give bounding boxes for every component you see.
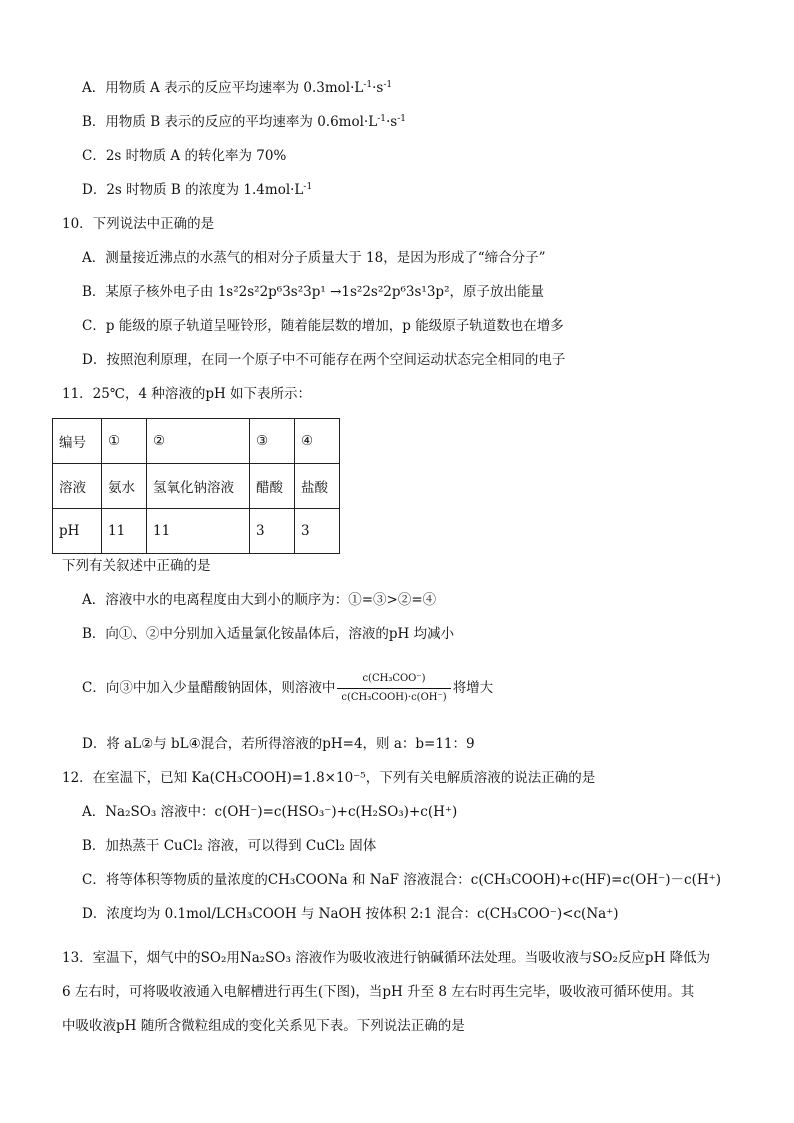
q10-option-b-pre: B．某原子核外电子由 — [82, 284, 218, 300]
q9-option-d-text: D．2s 时物质 B 的浓度为 1.4mol·L — [82, 182, 304, 198]
q13-stem-line1: 13．室温下，烟气中的SO₂用Na₂SO₃ 溶液作为吸收液进行钠碱循环法处理。当吸收液与SO₂反应pH 降低为 — [62, 950, 711, 966]
q9-option-a-sup: -1 — [363, 80, 373, 90]
q9-option-b-sup2: -1 — [397, 114, 406, 124]
q10-option-a: A．测量接近沸点的水蒸气的相对分子质量大于 18，是因为形成了“缔合分子” — [82, 250, 546, 266]
table-row — [53, 419, 340, 464]
table-cell: ④ — [295, 419, 340, 464]
q11-option-d: D．将 aL②与 bL④混合，若所得溶液的pH=4，则 a：b=11：9 — [82, 736, 475, 752]
q10-stem: 10．下列说法中正确的是 — [62, 216, 215, 232]
table-cell: 11 — [147, 509, 250, 554]
ratio-fraction — [337, 672, 450, 705]
q10-option-d: D．按照泡利原理，在同一个原子中不可能存在两个空间运动状态完全相同的电子 — [82, 352, 566, 368]
q9-option-d — [82, 180, 312, 200]
table-cell: 3 — [250, 509, 295, 554]
q9-option-a — [82, 78, 392, 98]
q10-option-b-arrow: → — [325, 284, 342, 300]
fraction-denominator: c(CH₃COOH)·c(OH⁻) — [341, 692, 447, 703]
q9-option-b-sup: -1 — [377, 114, 386, 124]
q12-option-d: D．浓度均为 0.1mol/LCH₃COOH 与 NaOH 按体积 2:1 混合：c(CH₃COO⁻)<c(Na⁺) — [82, 906, 619, 922]
q11-sub-stem: 下列有关叙述中正确的是 — [62, 558, 211, 574]
q10-option-b — [82, 282, 544, 302]
q9-option-b-text: B．用物质 B 表示的反应的平均速率为 0.6mol·L — [82, 114, 378, 130]
q11-option-b: B．向①、②中分别加入适量氯化铵晶体后，溶液的pH 均减小 — [82, 626, 455, 642]
q12-option-c: C．将等体积等物质的量浓度的CH₃COONa 和 NaF 溶液混合：c(CH₃COOH)+c(HF)=c(OH⁻)－c(H⁺) — [82, 872, 722, 888]
q9-option-a-sup2: -1 — [383, 80, 393, 90]
table-cell: 氢氧化钠溶液 — [147, 464, 250, 509]
table-row — [53, 509, 340, 554]
q13-stem-line3: 中吸收液pH 随所含微粒组成的变化关系见下表。下列说法正确的是 — [62, 1018, 465, 1034]
table-cell: 编号 — [53, 419, 102, 464]
table-cell: 盐酸 — [295, 464, 340, 509]
fraction-numerator: c(CH₃COO⁻) — [337, 672, 450, 689]
q13-stem-line2: 6 左右时，可将吸收液通入电解槽进行再生(下图)，当pH 升至 8 左右时再生完毕，吸收液可循环使用。其 — [62, 984, 695, 1000]
q12-option-a: A．Na₂SO₃ 溶液中：c(OH⁻)=c(HSO₃⁻)+c(H₂SO₃)+c(H⁺) — [82, 804, 458, 820]
q11-option-c-post: 将增大 — [452, 680, 494, 696]
q11-option-a: A．溶液中水的电离程度由大到小的顺序为：①=③>②=④ — [82, 592, 437, 608]
q9-option-d-sup: -1 — [303, 182, 313, 192]
table-cell: 氨水 — [102, 464, 147, 509]
table-cell: ② — [147, 419, 250, 464]
q10-option-b-config-to: 1s²2s²2p⁶3s¹3p² — [341, 284, 450, 300]
q9-option-b-mid: ·s — [385, 114, 398, 130]
q11-stem: 11．25℃，4 种溶液的pH 如下表所示： — [62, 386, 312, 402]
table-row — [53, 464, 340, 509]
q12-stem: 12．在室温下，已知 Ka(CH₃COOH)=1.8×10⁻⁵，下列有关电解质溶液的说法正确的是 — [62, 770, 596, 786]
table-cell: ① — [102, 419, 147, 464]
table-cell: 3 — [295, 509, 340, 554]
q12-option-b: B．加热蒸干 CuCl₂ 溶液，可以得到 CuCl₂ 固体 — [82, 838, 377, 854]
table-cell: 醋酸 — [250, 464, 295, 509]
q10-option-b-post: ，原子放出能量 — [449, 284, 544, 300]
q9-option-a-mid: ·s — [372, 80, 384, 96]
q9-option-a-text: A．用物质 A 表示的反应平均速率为 0.3mol·L — [82, 80, 364, 96]
q11-option-c-pre: C．向③中加入少量醋酸钠固体，则溶液中 — [82, 680, 336, 696]
table-cell: ③ — [250, 419, 295, 464]
q11-option-c — [82, 668, 493, 708]
table-cell: 溶液 — [53, 464, 102, 509]
q10-option-b-config-from: 1s²2s²2p⁶3s²3p¹ — [217, 284, 326, 300]
ph-table — [52, 418, 340, 554]
q9-option-b — [82, 112, 406, 132]
table-cell: 11 — [102, 509, 147, 554]
table-cell: pH — [53, 509, 102, 554]
q9-option-c: C．2s 时物质 A 的转化率为 70% — [82, 148, 287, 164]
q10-option-c: C．p 能级的原子轨道呈哑铃形，随着能层数的增加，p 能级原子轨道数也在增多 — [82, 318, 564, 334]
